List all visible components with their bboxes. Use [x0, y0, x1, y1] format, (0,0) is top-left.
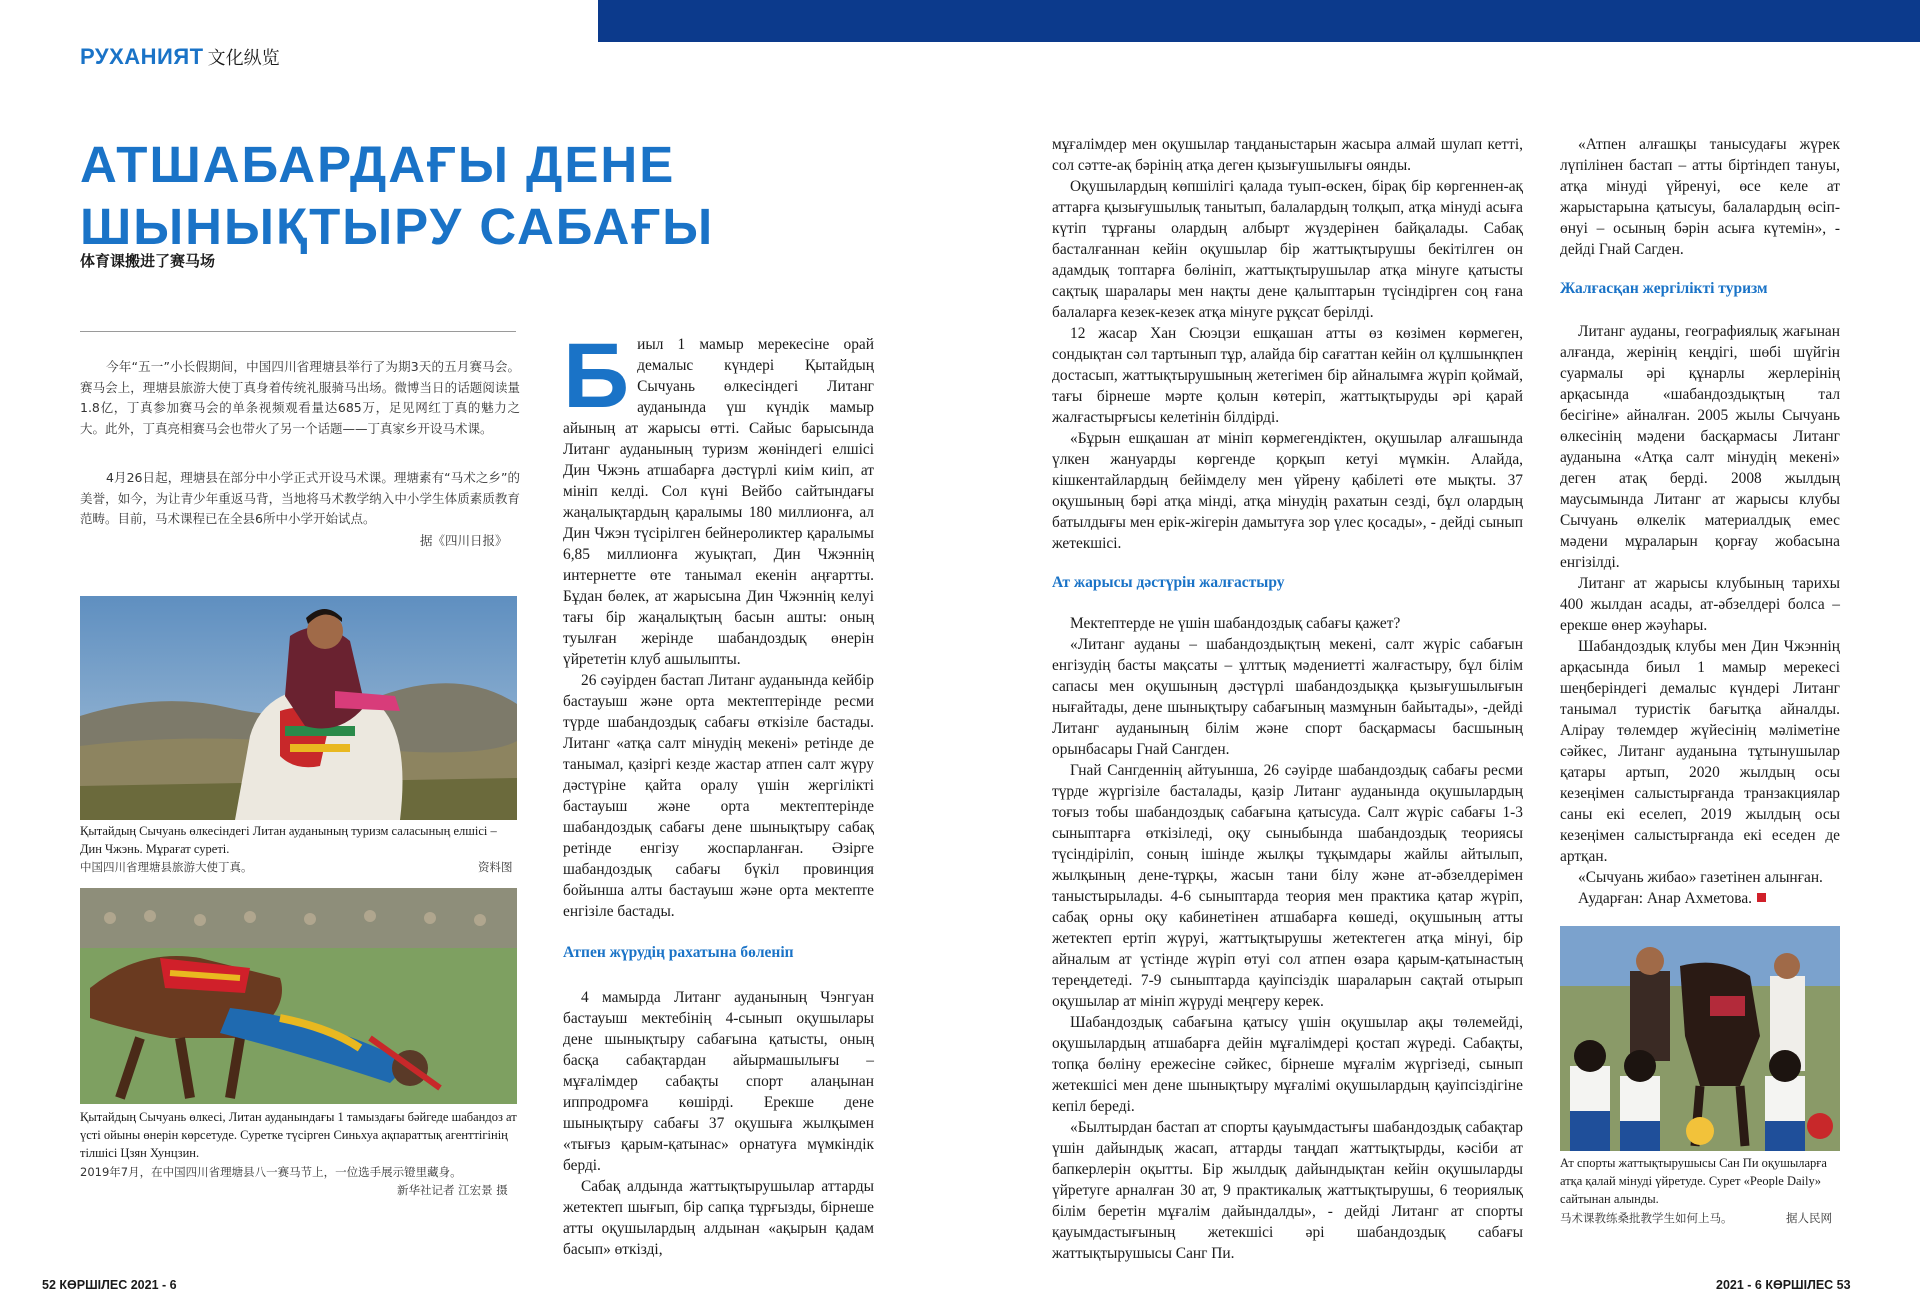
section-title-kz: РУХАНИЯТ: [80, 44, 204, 69]
end-marker-icon: [1757, 893, 1766, 902]
section-heading: Атпен жүрудің рахатына бөленіп: [563, 944, 794, 961]
cn-summary-paragraph: 4月26日起，理塘县在部分中小学正式开设马术课。理塘素有“马术之乡”的美誉，如今，为让青少年重返马背，当地将马术教学纳入中小学生体质素质教育范畴。目前，马术课程已在全县6所中小学开始试点。: [80, 470, 520, 526]
article-paragraph: Литанг ат жарысы клубының тарихы 400 жылдан асады, ат-әбзелдері болса – ерекше өнер жәуһары.: [1560, 575, 1840, 634]
cn-source: 据《四川日报》: [420, 533, 508, 548]
article-paragraph: Оқушылардың көпшілігі қалада туып-өскен, бірақ бір көргеннен-ақ аттарға қызығушылық танытып, балалардың толқып, атқа мінуді асыға күтіп тұрғаны олардың албырт жүздерінен байқалады. Сабақ басталғаннан кейін оқушылар бір жаттықтырушы бекітілген он адамдық топтарға бөлініп, жаттықтырушылар атқа мінуге қатысты сақтық шаралары мен нақты дене қалыптарын түсіндірген соң ғана балаларға кезек-кезек атқа мінуге рұқсат берілді.: [1052, 178, 1523, 321]
photo3-caption-cn: 马术课教练桑批教学生如何上马。: [1560, 1211, 1733, 1225]
photo1-caption-cn: 中国四川省理塘县旅游大使丁真。: [80, 860, 253, 874]
article-paragraph: Мектептерде не үшін шабандоздық сабағы қажет?: [1070, 615, 1401, 632]
article-paragraph: «Бұрын ешқашан ат мініп көрмегендіктен, оқушылар алғашында үлкен жануарды көргенде қорқып кетуі мүмкін. Алайда, кішкентайлардың бейімделу мен үйрену қабілеті өте мықты. 37 оқушының бәрі атқа мінді, атқа мінудің рахатын сезді, бұл олардың батылдығы мен ерік-жігерін дамытуға зор үлес қосады», - дейді сынып жетекшісі.: [1052, 430, 1523, 552]
article-paragraph: Шабандоздық клубы мен Дин Чжэннің арқасында биыл 1 мамыр мерекесі шеңберіндегі демалыс күндері Литанг танымал туристік бағытқа айналды. Алірау төлемдер жүйесінің мәліметіне сәйкес, Литанг ауданына тұтынушылар қатары артып, 2020 жылдың осы кезеңімен салыстырғанда транзакциялар саны екі еселеп, 2019 жылдың осы кезеңімен салыстырғанда екі еседен де артқан.: [1560, 638, 1840, 865]
article-column-3: [1560, 134, 1840, 909]
photo-trick-riding: [80, 888, 517, 1104]
article-column-2: [1052, 134, 1523, 1264]
article-paragraph: 12 жасар Хан Сюэцзи ешқашан атты өз көзімен көрмеген, сондықтан сәл тартынып тұр, алайда бір сағаттан кейін ол құлшынқпен достасып, жаттықтырушының жетегімен бір айналымға жүріп қоймай, тағы бірнеше мәрте қолын көтеріп, жаттықтыруды әрі қарай жалғастырғысы келетінін білдірді.: [1052, 325, 1523, 426]
photo1-credit: 资料图: [478, 860, 513, 874]
article-paragraph: Литанг ауданы, географиялық жағынан алғанда, жерінің кеңдігі, шөбі шүйгін суармалы әрі құнарлы жерлерінің арқасында «шабандоздықтың тал бесігіне» айналған. 2005 жылы Сычуань өлкесінің мәдени басқармасы Литанг ауданына «Атқа салт мінудің мекені» деген атақ берді. 2008 жылдың маусымында Литанг ат жарысы клубы Сычуань өлкелік материалдық емес мәдени мұраларын қорғау жобасына енгізілді.: [1560, 323, 1840, 571]
footer-right-page-number: 2021 - 6 КӨРШІЛЕС 53: [1716, 1278, 1851, 1292]
section-heading: Жалғасқан жергілікті туризм: [1560, 280, 1768, 297]
article-paragraph: «Литанг ауданы – шабандоздықтың мекені, салт жүріс сабағын енгізудің басты мақсаты – ұлттық мәдениетті жалғастыру, бұл білім сапасы мен оқушының дәстүрлі шабандоздыққа қызығушылығын нығайтады, дене шынықтыру сабағының мазмұнын байытады», -дейді Литанг ауданының білім және спорт басқармасы басшының орынбасары Гнай Сангден.: [1052, 636, 1523, 758]
footer-left-page-number: 52 КӨРШІЛЕС 2021 - 6: [42, 1278, 177, 1292]
top-blue-band: [598, 0, 1920, 42]
article-paragraph: Сабақ алдында жаттықтырушылар аттарды жетектеп шығып, бір сапқа тұрғызды, бірнеше атты оқушылардың алдынан «ақырын қадам басып» өткізді,: [563, 1178, 874, 1258]
photo2-caption: Қытайдың Сычуань өлкесі, Литан ауданындағы 1 тамыздағы бәйгеде шабандоз ат үсті ойыны өнерін көрсетуде. Суретке түсірген Синьхуа ақпараттық агенттігінің тілшісі Цзян Хунцзин.: [80, 1110, 517, 1160]
drop-cap: Б: [563, 325, 630, 427]
section-heading: Ат жарысы дәстүрін жалғастыру: [1052, 574, 1285, 591]
section-header: [80, 44, 280, 72]
photo2-credit: 新华社记者 江宏景 摄: [397, 1183, 508, 1197]
title-divider: [80, 331, 516, 332]
article-paragraph: «Былтырдан бастап ат спорты қауымдастығы шабандоздық сабақтар үшін дайындық жасап, аттарды таңдап жаттықтырды, кәсіби ат бапкерлерін оқытты. Бір жылдық дайындықтан кейін оқушыларды үйретуге арналған 30 ат, 9 практикалық жаттықтырушы, 6 теориялық білім беретін мұғалім дайындалды», - дейді Литанг ат спорты қауымдастығының жетекшісі әрі шабандоздық сабағы жаттықтырушысы Санг Пи.: [1052, 1119, 1523, 1262]
article-paragraph: мұғалімдер мен оқушылар таңданыстарын жасыра алмай шулап кетті, сол сәтте-ақ бәрінің атқа деген қызығушылығы оянды.: [1052, 136, 1523, 174]
photo-coach-teaching: [1560, 926, 1840, 1151]
cn-summary-paragraph: 今年“五一”小长假期间，中国四川省理塘县举行了为期3天的五月赛马会。赛马会上，理塘县旅游大使丁真身着传统礼服骑马出场。微博当日的话题阅读量1.8亿，丁真参加赛马会的单条视频观看量达685万，足见网红丁真的魅力之大。此外，丁真亮相赛马会也带火了另一个话题——丁真家乡开设马术课。: [80, 359, 520, 436]
article-paragraph: 4 мамырда Литанг ауданының Чэнгуан бастауыш мектебінің 4-сынып оқушылары дене шынықтыру сабағына қатысты, оның басқа сабақтардан айырмашылығы – мұғалімдер сабақты спорт алаңынан иппродромға көшірді. Ерекше дене шынықтыру сабағы 37 оқушыға жылқымен «тығыз қарым-қатынас» орнатуға мүмкіндік берді.: [563, 989, 874, 1174]
photo2-caption-cn: 2019年7月，在中国四川省理塘县八一赛马节上，一位选手展示镫里藏身。: [80, 1165, 462, 1179]
photo1-caption: Қытайдың Сычуань өлкесіндегі Литан ауданының туризм саласының елшісі – Дин Чжэнь. Мұрағат суреті.: [80, 824, 497, 856]
article-column-1: [563, 325, 874, 1260]
article-title: АТШАБАРДАҒЫ ДЕНЕ ШЫНЫҚТЫРУ САБАҒЫ: [80, 136, 715, 255]
article-paragraph: Гнай Сангденнің айтуынша, 26 сәуірде шабандоздық сабағы ресми түрде жүргізіле басталады, қазір Литанг ауданында оқушылардың тоғыз тобы шабандоздық сабағына қатысуда. Салт жүріс сабағы 1-3 сыныптарға өткізіледі, оқу сыныбында шабандоздық теориясы түсіндіріліп, соның ішінде жылқы тұқымдары жайлы айтылып, жылқының дене-тұрқы, жасын тани білу және ат-әбзелдерімен таныстырылады. 4-6 сыныптарда теория мен практика қатар жүріп, сабақ орны оқу кабинетінен атшабарға көшеді, оқушының атты жетектеп ертіп жүруі, жаттықтырушы жетектеген атқа мінуі, бір айналым ат үстінде жүріп өтуі сол атпен өзара қарым-қатынастың тереңдетеді. 7-9 сыныптарда қауіпсіздік шараларын сақтай отырып оқушылар ат мініп жүруді меңгеру керек.: [1052, 762, 1523, 1010]
photo-rider-with-horse: [80, 596, 517, 820]
article-paragraph: 26 сәуірден бастап Литанг ауданында кейбір бастауыш және орта мектептерінде ресми түрде шабандоздық сабағы өткізіле бастады. Литанг «атқа салт мінудің мекені» ретінде де танымал, қазіргі кезде жастар атпен салт жүру дәстүріне қайта оралу үшін жергілікті бастауыш және орта мектептерінде шабандоздық сабағы дене шынықтыру сабақ ретінде енгізу жоспарланған. Әзірге шабандоздық сабағы бүкіл провинция бойынша алты бастауыш және орта мектепте енгізіле бастады.: [563, 672, 874, 920]
article-source-note: «Сычуань жибао» газетінен алынған.: [1578, 869, 1823, 886]
article-paragraph: Шабандоздық сабағына қатысу үшін оқушылар ақы төлемейді, оқушылардың атшабарға дейін мұғалімдері қостап жүреді. Сабақты, топқа бөліну ережесіне сәйкес, бірнеше мұғалім жүргізеді, сынып жетекшісі мен дене шынықтыру мұғалімі оқушылардың қауіпсіздігіне кепіл береді.: [1052, 1014, 1523, 1115]
article-lead-paragraph: иыл 1 мамыр мерекесіне орай демалыс күндері Қытайдың Сычуань өлкесіндегі Литанг ауданында үш күндік мамыр айының ат жарысы өтті. Сайыс барысында Литанг ауданының туризм жөніндегі елшісі Дин Чжэнь атшабарға дәстүрлі киім киіп, ат мініп келді. Сол күні Вейбо сайтындағы жаңалықтардың қаралымы 180 миллионға, ал Дин Чжэн түсірілген бейнероликтер қаралымы 6,85 миллионға жуықтап, Дин Чжэннің интернетте өте танымал екенін аңғартты. Бұдан бөлек, ат жарысына Дин Чжэннің келуі тағы бір жаңалықтың басын ашты: оның туылған жерінде шабандоздық өнерін үйрететін клуб ашылыпты.: [563, 336, 874, 668]
section-title-cn: 文化纵览: [207, 48, 280, 69]
translator-credit: Аударған: Анар Ахметова.: [1560, 888, 1840, 909]
article-paragraph: «Атпен алғашқы танысудағы жүрек лүпілінен бастап – атты біртіндеп тануы, атқа мінуді үйренуі, өсе келе ат жарыстарына қатысуы, балалардың өсіп-өнуі – осының бәрін асыға күтемін», - дейді Гнай Сагден.: [1560, 136, 1840, 258]
article-subtitle-cn: 体育课搬进了赛马场: [80, 252, 216, 270]
photo3-credit: 据人民网: [1786, 1211, 1832, 1225]
photo3-caption: Ат спорты жаттықтырушысы Сан Пи оқушыларға атқа қалай мінуді үйретуде. Сурет «People Daily» сайтынан алынды.: [1560, 1156, 1827, 1206]
